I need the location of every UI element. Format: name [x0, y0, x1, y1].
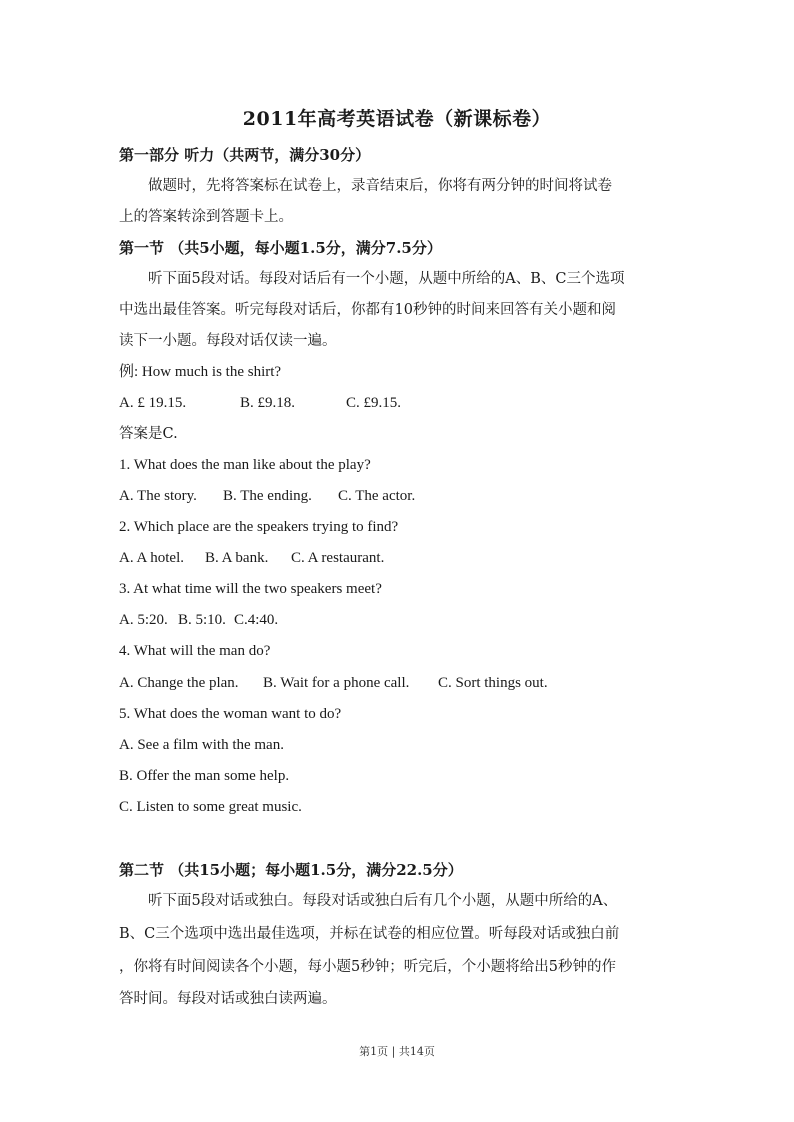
example-option-b: B. £9.18.	[240, 395, 296, 411]
question-2: 2. Which place are the speakers trying to find?	[119, 519, 399, 535]
section1-heading: 第一节 （共5小题，每小题1.5分，满分7.5分）	[119, 239, 442, 257]
example-answer: 答案是C.	[119, 426, 178, 442]
option-a: A. Change the plan.	[119, 675, 239, 691]
question-2-options	[119, 548, 384, 568]
question-5: 5. What does the woman want to do?	[119, 706, 342, 722]
part1-instruction-line: 上的答案转涂到答题卡上。	[119, 209, 293, 225]
section1-instruction-line: 读下一小题。每段对话仅读一遍。	[119, 333, 337, 349]
question-1-options	[119, 486, 415, 506]
option-b: B. Offer the man some help.	[119, 768, 290, 784]
option-c: C.4:40.	[234, 612, 279, 628]
section1-instruction-line: 听下面5段对话。每段对话后有一个小题，从题中所给的A、B、C三个选项	[148, 271, 625, 287]
option-c: C. Sort things out.	[438, 675, 548, 691]
option-b: B. 5:10.	[178, 612, 226, 628]
option-c: C. A restaurant.	[291, 550, 385, 566]
option-a: A. 5:20.	[119, 612, 168, 628]
question-1: 1. What does the man like about the play?	[119, 457, 371, 473]
option-a: A. The story.	[119, 488, 197, 504]
section2-instruction-line: 听下面5段对话或独白。每段对话或独白后有几个小题，从题中所给的A、	[148, 893, 618, 909]
example-options	[119, 393, 401, 413]
option-c: C. Listen to some great music.	[119, 799, 302, 815]
section2-instruction-line: 答时间。每段对话或独白读两遍。	[119, 991, 337, 1007]
example-option-c: C. £9.15.	[346, 395, 402, 411]
option-a: A. See a film with the man.	[119, 737, 284, 753]
option-b: B. A bank.	[205, 550, 269, 566]
question-4-options	[119, 673, 548, 693]
section1-instruction-line: 中选出最佳答案。听完每段对话后，你都有10秒钟的时间来回答有关小题和阅	[119, 302, 616, 318]
option-b: B. The ending.	[223, 488, 312, 504]
part1-instruction-line: 做题时，先将答案标在试卷上，录音结束后，你将有两分钟的时间将试卷	[148, 178, 612, 194]
page-title: 2011年高考英语试卷（新课标卷）	[242, 108, 552, 130]
example-option-a: A. £ 19.15.	[119, 395, 187, 411]
part1-heading: 第一部分 听力（共两节，满分30分）	[119, 146, 371, 164]
option-a: A. A hotel.	[119, 550, 185, 566]
page-footer: 第1页 | 共14页	[359, 1045, 435, 1058]
example-question: 例: How much is the shirt?	[119, 364, 282, 380]
section2-instruction-line: B、C三个选项中选出最佳选项，并标在试卷的相应位置。听每段对话或独白前	[119, 926, 620, 942]
question-4: 4. What will the man do?	[119, 643, 271, 659]
option-b: B. Wait for a phone call.	[263, 675, 410, 691]
question-3-options	[119, 610, 278, 630]
question-3: 3. At what time will the two speakers meet?	[119, 581, 382, 597]
section2-instruction-line: ，你将有时间阅读各个小题，每小题5秒钟；听完后，个小题将给出5秒钟的作	[119, 959, 616, 975]
option-c: C. The actor.	[338, 488, 416, 504]
section2-heading: 第二节 （共15小题；每小题1.5分，满分22.5分）	[119, 861, 463, 879]
